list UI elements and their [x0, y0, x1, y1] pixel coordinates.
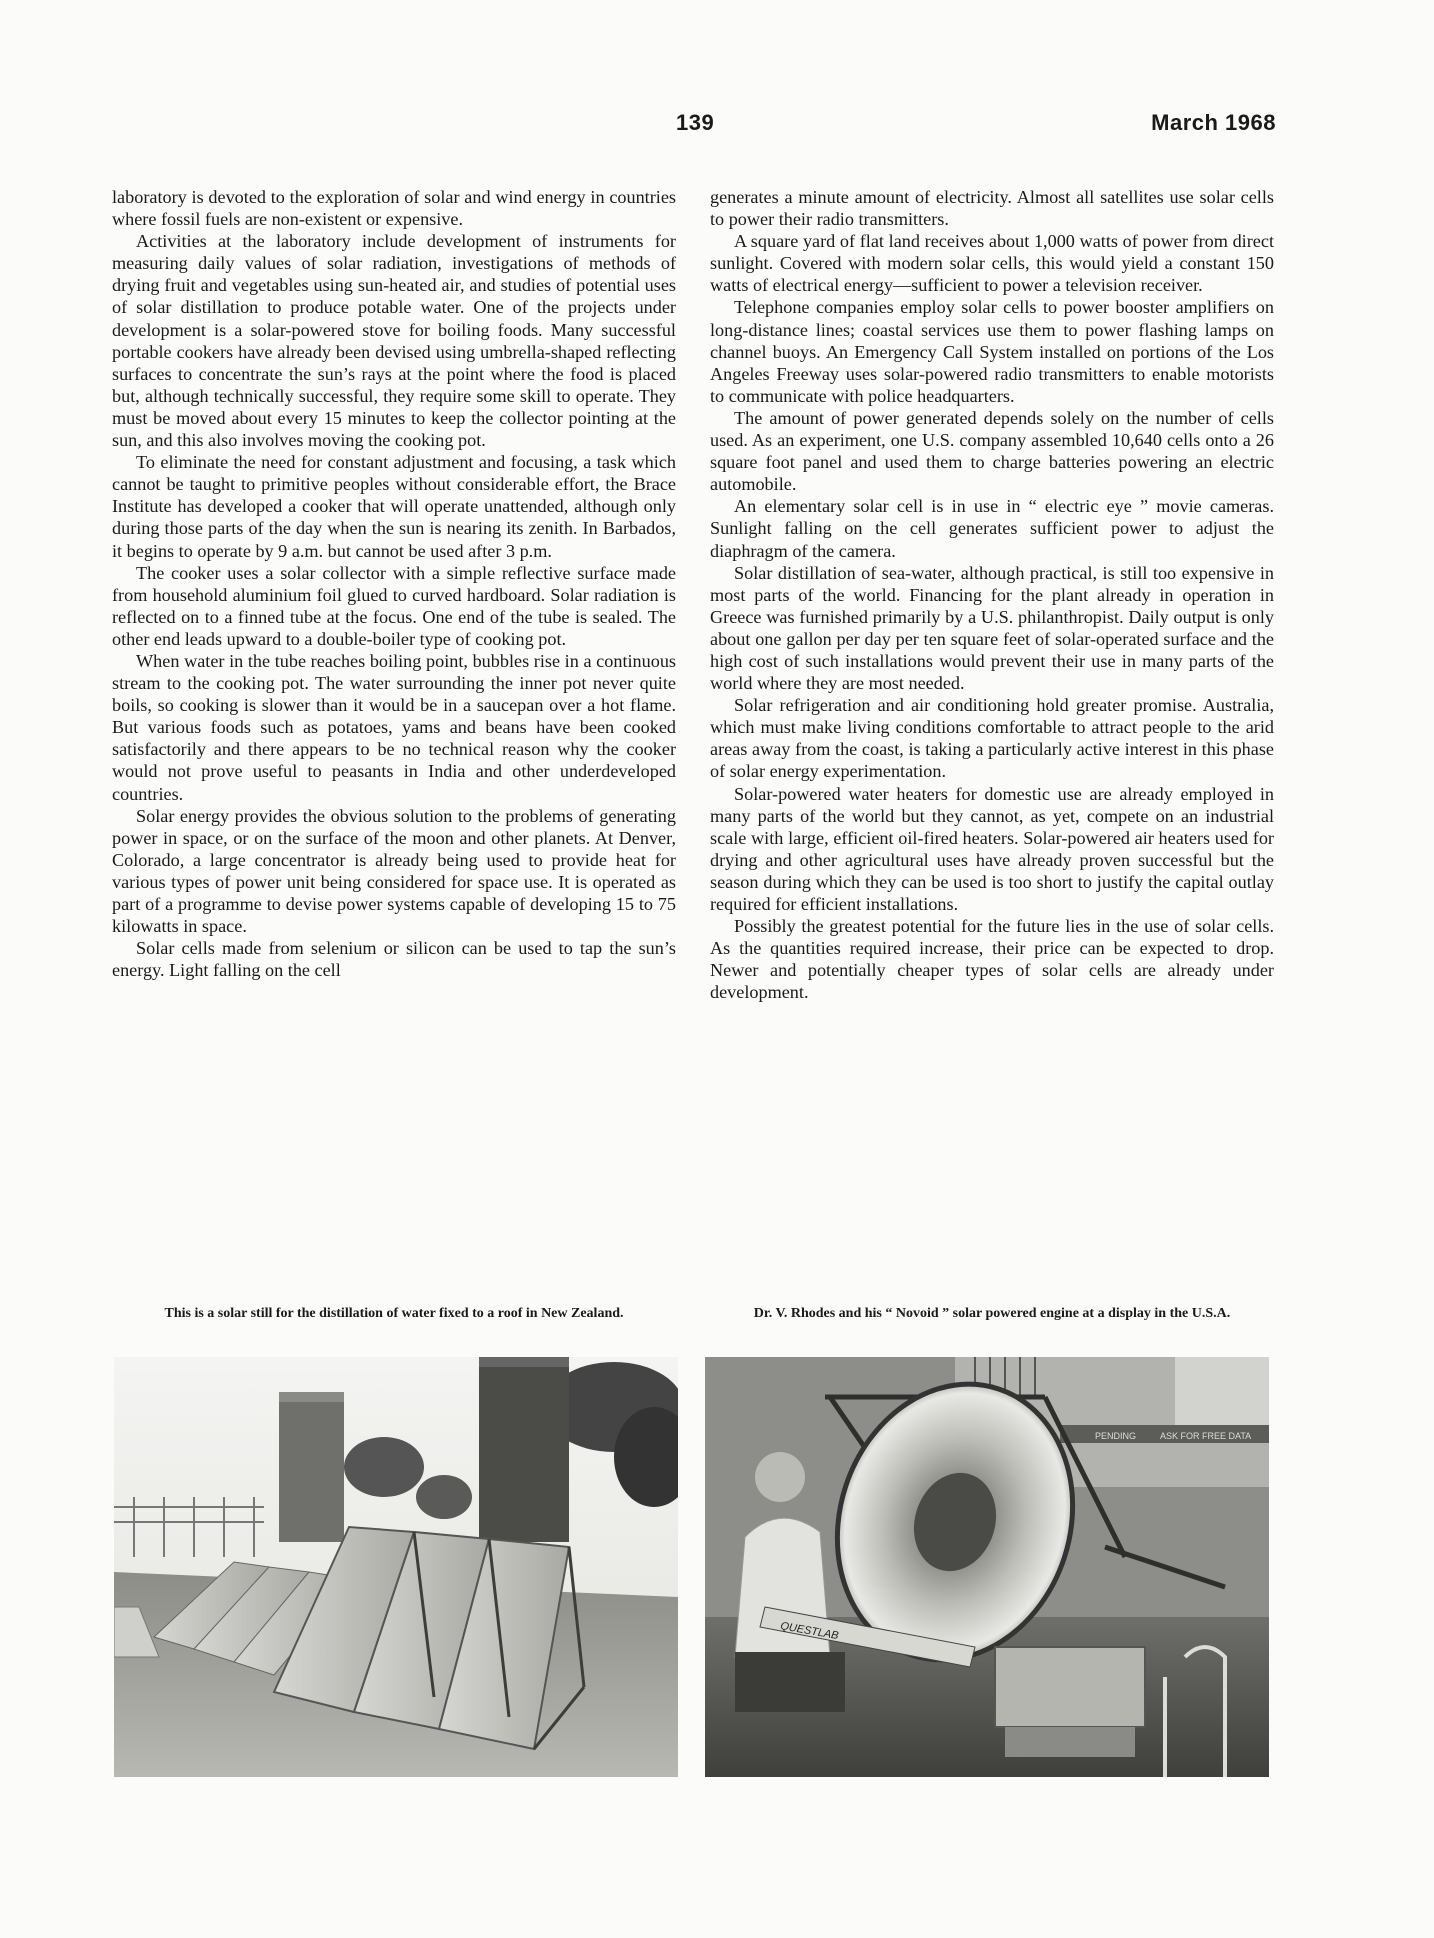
novoid-engine-photo	[705, 1357, 1269, 1777]
questlab-banner-text: QUESTLAB	[779, 1620, 840, 1643]
left-paragraph: The cooker uses a solar collector with a simple reflective surface made from household aluminium foil glued to curved hardboard. Solar radiation is reflected on to a finned tube at the focus. One end of the tube is sealed. The other end leads upward to a double-boiler type of cooking pot.	[112, 562, 676, 649]
right-paragraph: Telephone companies employ solar cells to power booster amplifiers on long-distance lines; coastal services use them to power flashing lamps on channel buoys. An Emergency Call System installed on portions of the Los Angeles Freeway uses solar-powered radio transmitters to enable motorists to communicate with police headquarters.	[710, 297, 1274, 406]
left-paragraph: Activities at the laboratory include development of instruments for measuring daily values of solar radiation, investigations of methods of drying fruit and vegetables using sun-heated air, and studies of potential uses of solar distillation to produce potable water. One of the projects under development is a solar-powered stove for boiling foods. Many successful portable cookers have already been devised using umbrella-shaped reflecting surfaces to concentrate the sun’s rays at the point where the food is placed but, although technically successful, they require some skill to operate. They must be moved about every 15 minutes to keep the collector pointing at the sun, and this also involves moving the cooking pot.	[112, 231, 676, 451]
right-paragraph: The amount of power generated depends solely on the number of cells used. As an experiment, one U.S. company assembled 10,640 cells onto a 26 square foot panel and used them to charge batteries powering an electric automobile.	[710, 407, 1274, 495]
right-paragraph: An elementary solar cell is in use in “ electric eye ” movie cameras. Sunlight falling on the cell generates sufficient power to adjust the diaphragm of the camera.	[710, 496, 1274, 561]
issue-date: March 1968	[1151, 110, 1276, 135]
left-paragraph: laboratory is devoted to the exploration of solar and wind energy in countries where fossil fuels are non-existent or expensive.	[112, 187, 676, 230]
sign-pending-text: PENDING	[1095, 1431, 1137, 1441]
left-column	[112, 186, 676, 981]
right-column	[710, 186, 1274, 1003]
left-paragraph: When water in the tube reaches boiling point, bubbles rise in a continuous stream to the cooking pot. The water surrounding the inner pot never quite boils, so cooking is slower than it would be in a saucepan over a hot flame. But various foods such as potatoes, yams and beans have been cooked satisfactorily and there appears to be no technical reason why the cooker would not prove useful to peasants in India and other underdeveloped countries.	[112, 650, 676, 804]
left-paragraph: Solar energy provides the obvious solution to the problems of generating power in space, or on the surface of the moon and other planets. At Denver, Colorado, a large concentrator is already being used to provide heat for various types of power unit being considered for space use. It is operated as part of a programme to devise power systems capable of developing 15 to 75 kilowatts in space.	[112, 805, 676, 937]
page-number: 139	[676, 110, 715, 135]
right-paragraph: Solar-powered water heaters for domestic use are already employed in many parts of the world but they cannot, as yet, compete on an industrial scale with large, efficient oil-fired heaters. Solar-powered air heaters used for drying and other agricultural uses have already proven successful but the season during which they can be used is too short to justify the capital outlay required for efficient installations.	[710, 783, 1274, 914]
right-paragraph: A square yard of flat land receives about 1,000 watts of power from direct sunlight. Covered with modern solar cells, this would yield a constant 150 watts of electrical energy—sufficient to power a television receiver.	[710, 231, 1274, 296]
solar-still-photo	[114, 1357, 678, 1777]
left-paragraph: To eliminate the need for constant adjustment and focusing, a task which cannot be taught to primitive peoples without considerable effort, the Brace Institute has developed a cooker that will operate unattended, although only during those parts of the day when the sun is nearing its zenith. In Barbados, it begins to operate by 9 a.m. but cannot be used after 3 p.m.	[112, 452, 676, 561]
photo-caption-right: Dr. V. Rhodes and his “ Novoid ” solar powered engine at a display in the U.S.A.	[753, 1306, 1231, 1321]
right-paragraph: generates a minute amount of electricity. Almost all satellites use solar cells to power their radio transmitters.	[710, 187, 1274, 230]
right-paragraph: Solar distillation of sea-water, although practical, is still too expensive in most parts of the world. Financing for the plant already in operation in Greece was furnished primarily by a U.S. philanthropist. Daily output is only about one gallon per day per ten square feet of solar-operated surface and the high cost of such installations would prevent their use in many parts of the world where they are most needed.	[710, 562, 1274, 694]
right-paragraph: Possibly the greatest potential for the future lies in the use of solar cells. As the quantities required increase, their price can be expected to drop. Newer and potentially cheaper types of solar cells are already under development.	[710, 916, 1274, 1003]
left-paragraph: Solar cells made from selenium or silicon can be used to tap the sun’s energy. Light falling on the cell	[112, 938, 676, 981]
right-paragraph: Solar refrigeration and air conditioning hold greater promise. Australia, which must make living conditions comfortable to attract people to the arid areas away from the coast, is taking a particularly active interest in this phase of solar energy experimentation.	[710, 695, 1274, 782]
photo-caption-left: This is a solar still for the distillation of water fixed to a roof in New Zealand.	[164, 1306, 624, 1321]
sign-free-data-text: ASK FOR FREE DATA	[1160, 1431, 1252, 1441]
